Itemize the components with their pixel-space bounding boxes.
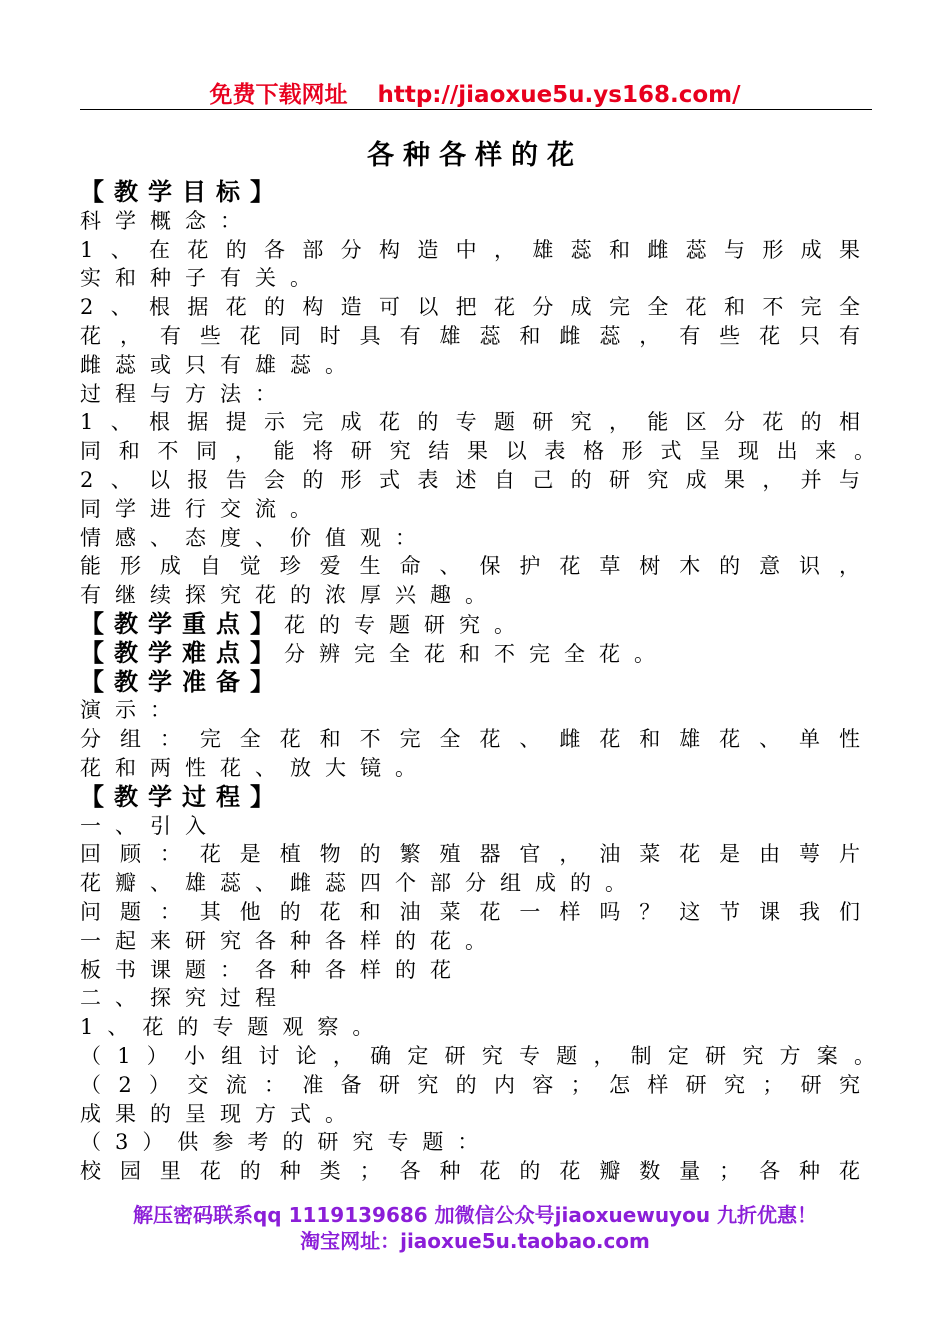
- subheading-exploration: 二、探究过程: [80, 986, 290, 1011]
- paragraph-line: 同学进行交流。: [80, 496, 325, 521]
- subheading-introduction: 一、引入: [80, 813, 220, 838]
- paragraph-line: 同和不同，能将研究结果以表格形式呈现出来。: [80, 439, 875, 464]
- paragraph-line: （1）小组讨论，确定研究专题，制定研究方案。: [80, 1043, 875, 1068]
- heading-key-points-label: 【教学重点】: [80, 609, 284, 638]
- page-title: 各种各样的花: [367, 140, 583, 171]
- paragraph-line: 2、根据花的构造可以把花分成完全花和不完全: [80, 295, 860, 320]
- paragraph-line: 花和两性花、放大镜。: [80, 755, 430, 780]
- paragraph-line: 1、在花的各部分构造中，雄蕊和雌蕊与形成果: [80, 237, 860, 262]
- paragraph-line: 成果的呈现方式。: [80, 1101, 360, 1126]
- paragraph-line: 分组：完全花和不完全花、雌花和雄花、单性: [80, 727, 860, 752]
- section-heading-difficulties: [80, 639, 860, 668]
- footer-contact: 解压密码联系qq 1119139686 加微信公众号jiaoxuewuyou 九折优惠！: [132, 1203, 818, 1227]
- paragraph-line: （3）供参考的研究专题：: [80, 1130, 493, 1155]
- paragraph-line: 2、以报告会的形式表述自己的研究成果，并与: [80, 467, 860, 492]
- paragraph-line: （2）交流：准备研究的内容；怎样研究；研究: [80, 1072, 860, 1097]
- paragraph-line: 问题：其他的花和油菜花一样吗？这节课我们: [80, 899, 860, 924]
- download-label: 免费下载网址: [209, 82, 348, 108]
- paragraph-line: 有继续探究花的浓厚兴趣。: [80, 583, 500, 608]
- paragraph-line: 花，有些花同时具有雄蕊和雌蕊，有些花只有: [80, 323, 860, 348]
- section-heading-preparation: 【教学准备】: [80, 667, 284, 696]
- paragraph-line: 校园里花的种类；各种花的花瓣数量；各种花: [80, 1159, 860, 1184]
- difficulties-text: 分辨完全花和不完全花。: [284, 641, 669, 666]
- paragraph-line: 实和种子有关。: [80, 266, 325, 291]
- footer-taobao-link[interactable]: 淘宝网址：jiaoxue5u.taobao.com: [300, 1229, 650, 1253]
- header-divider: [80, 109, 872, 110]
- paragraph-line: 花瓣、雄蕊、雌蕊四个部分组成的。: [80, 871, 640, 896]
- download-url-link[interactable]: http://jiaoxue5u.ys168.com/: [377, 82, 741, 108]
- subheading-attitudes-values: 情感、态度、价值观：: [80, 525, 430, 550]
- paragraph-line: 1、花的专题观察。: [80, 1015, 388, 1040]
- paragraph-line: 能形成自觉珍爱生命、保护花草树木的意识，: [80, 554, 860, 579]
- subheading-science-concepts: 科学概念：: [80, 208, 255, 233]
- paragraph-line: 一起来研究各种各样的花。: [80, 928, 500, 953]
- paragraph-line: 演示：: [80, 698, 185, 723]
- paragraph-line: 回顾：花是植物的繁殖器官，油菜花是由萼片: [80, 842, 860, 867]
- paragraph-line: 雌蕊或只有雄蕊。: [80, 352, 360, 377]
- download-header: [0, 76, 950, 109]
- heading-difficulties-label: 【教学难点】: [80, 638, 284, 667]
- document-body: [80, 178, 875, 1186]
- key-points-text: 花的专题研究。: [284, 612, 529, 637]
- subheading-process-methods: 过程与方法：: [80, 381, 290, 406]
- paragraph-line: 板书课题：各种各样的花: [80, 957, 465, 982]
- section-heading-objectives: 【教学目标】: [80, 178, 284, 206]
- section-heading-process: 【教学过程】: [80, 782, 284, 811]
- paragraph-line: 1、根据提示完成花的专题研究，能区分花的相: [80, 410, 860, 435]
- section-heading-key-points: [80, 610, 860, 639]
